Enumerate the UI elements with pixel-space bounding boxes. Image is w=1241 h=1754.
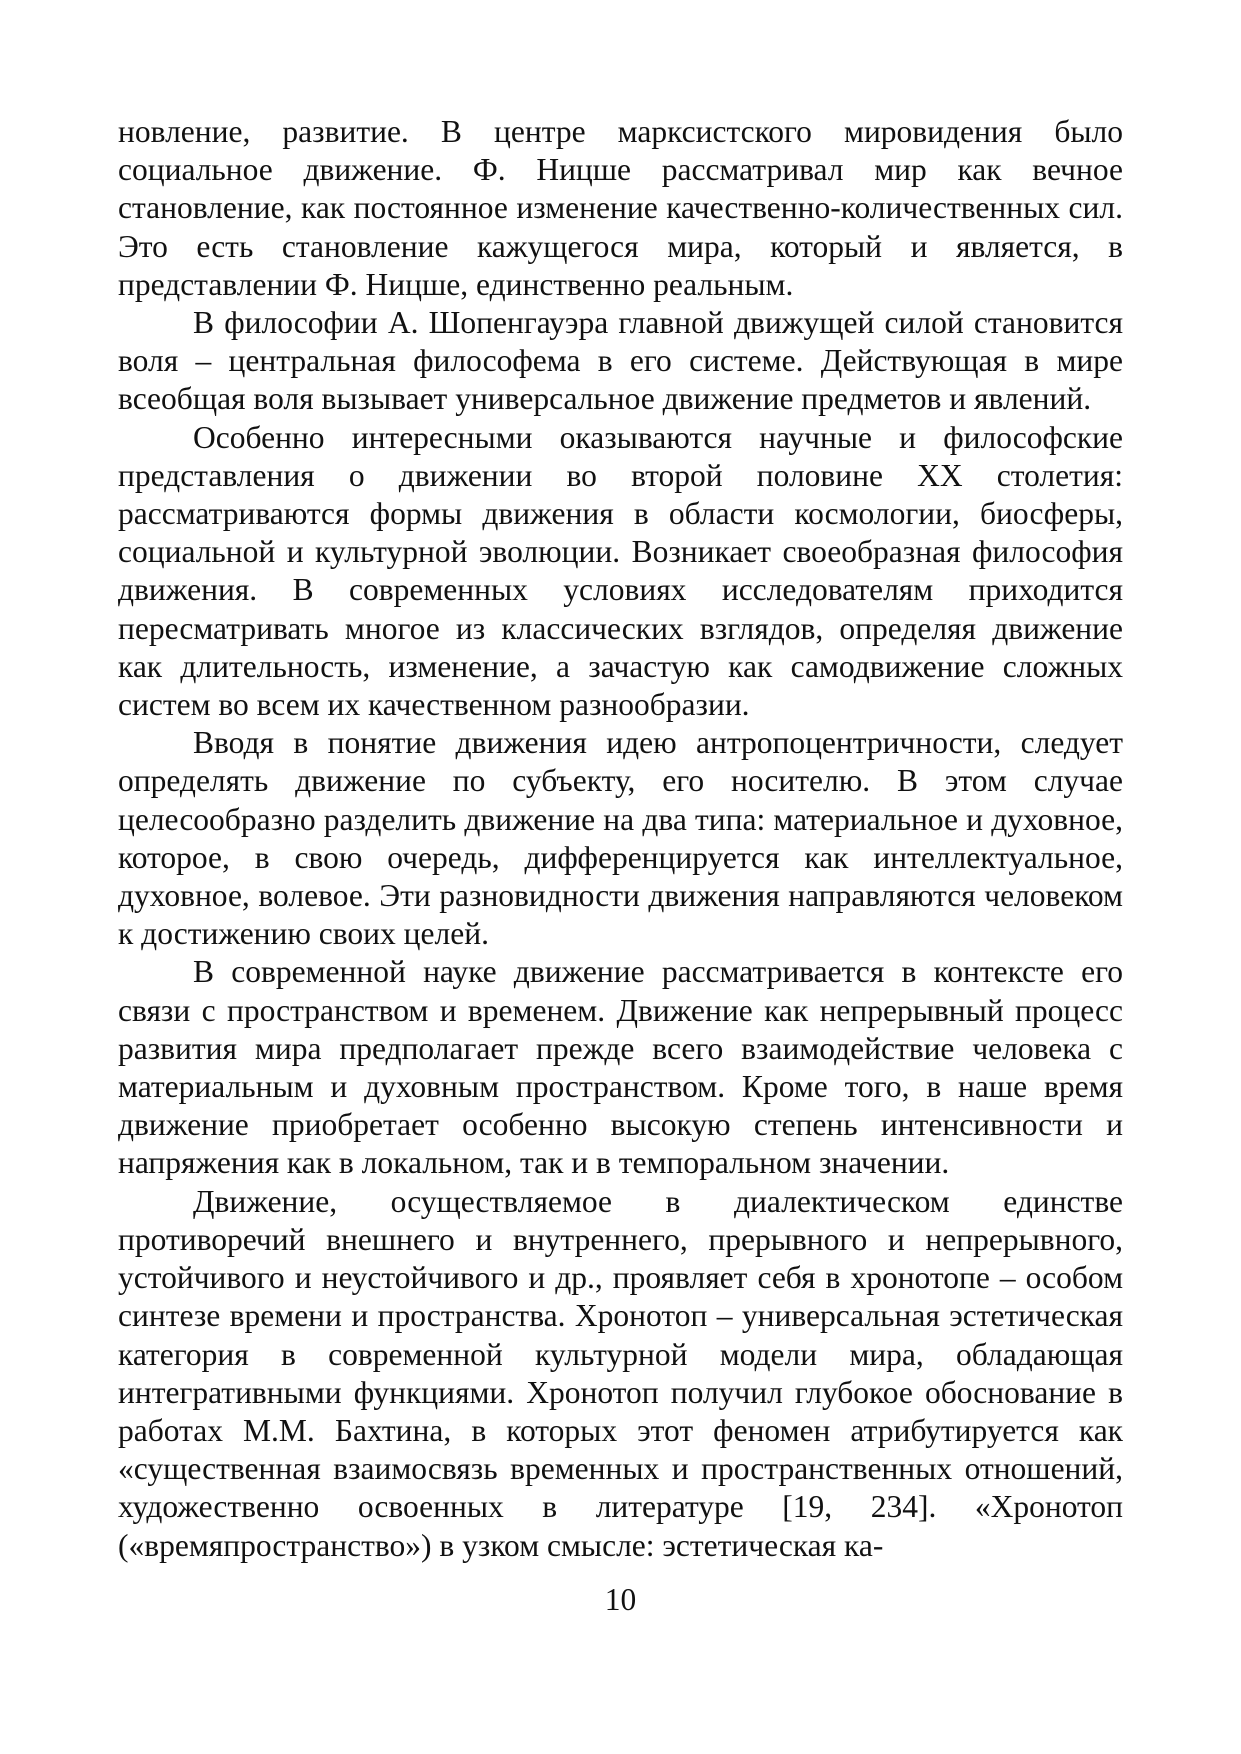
paragraph-1: новление, развитие. В центре марксистского мировидения было социальное движение. Ф. Ницше рассматривал мир как вечное становление, как постоянное изменение качественно-количественных сил. Это есть становление кажущегося мира, который и является, в представлении Ф. Ницше, единственно реальным. xyxy=(118,114,1123,302)
page-body xyxy=(118,113,1123,1565)
paragraph-4: Вводя в понятие движения идею антропоцентричности, следует определять движение по субъекту, его носителю. В этом случае целесообразно разделить движение на два типа: материальное и духовное, которое, в свою очередь, дифференцируется как интеллектуальное, духовное, волевое. Эти разновидности движения направляются человеком к достижению своих целей. xyxy=(118,725,1123,952)
paragraph-2: В философии А. Шопенгауэра главной движущей силой становится воля – центральная философема в его системе. Действующая в мире всеобщая воля вызывает универсальное движение предметов и явлений. xyxy=(118,305,1123,417)
paragraph-6: Движение, осуществляемое в диалектическом единстве противоречий внешнего и внутреннего, прерывного и непрерывного, устойчивого и неустойчивого и др., проявляет себя в хронотопе – особом синтезе времени и пространства. Хронотоп – универсальная эстетическая категория в современной культурной модели мира, обладающая интегративными функциями. Хронотоп получил глубокое обоснование в работах М.М. Бахтина, в которых этот феномен атрибутируется как «существенная взаимосвязь временных и пространственных отношений, художественно освоенных в литературе [19, 234]. «Хронотоп («времяпространство») в узком смысле: эстетическая ка- xyxy=(118,1183,1123,1563)
paragraph-5: В современной науке движение рассматривается в контексте его связи с пространством и временем. Движение как непрерывный процесс развития мира предполагает прежде всего взаимодействие человека с материальным и духовным пространством. Кроме того, в наше время движение приобретает особенно высокую степень интенсивности и напряжения как в локальном, так и в темпоральном значении. xyxy=(118,954,1123,1181)
paragraph-3: Особенно интересными оказываются научные и философские представления о движении во второй половине XX столетия: рассматриваются формы движения в области космологии, биосферы, социальной и культурной эволюции. Возникает своеобразная философия движения. В современных условиях исследователям приходится пересматривать многое из классических взглядов, определяя движение как длительность, изменение, а зачастую как самодвижение сложных систем во всем их качественном разнообразии. xyxy=(118,419,1123,723)
page-number: 10 xyxy=(604,1582,637,1617)
